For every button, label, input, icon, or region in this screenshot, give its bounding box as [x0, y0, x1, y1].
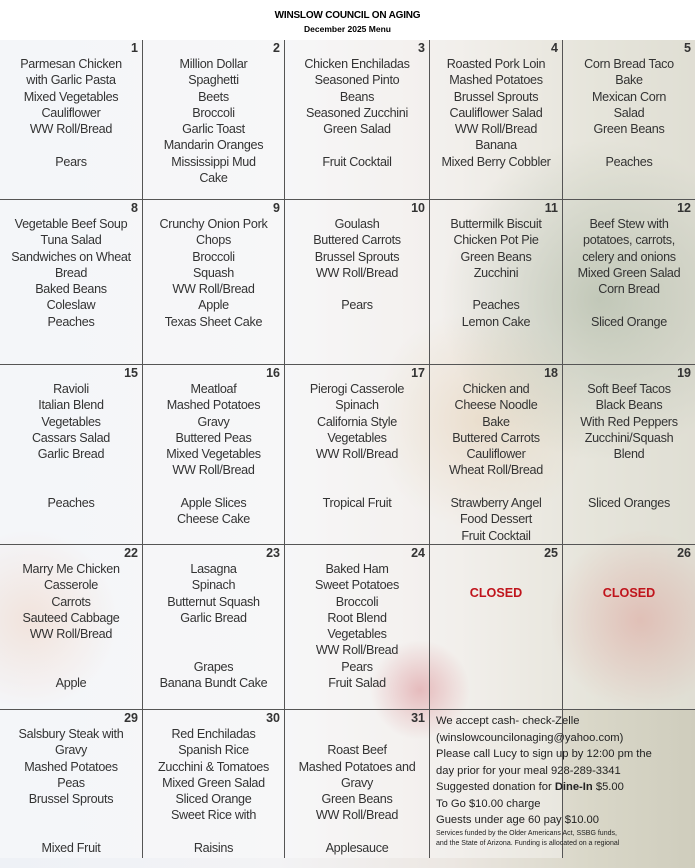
- day-number: 31: [411, 711, 425, 725]
- menu-item: Bake: [615, 73, 643, 88]
- day-cell-19: [563, 365, 695, 545]
- menu-item: Vegetable Beef Soup: [14, 217, 128, 231]
- menu-item: Seasoned Zucchini: [305, 105, 408, 120]
- day-number: 29: [124, 711, 138, 725]
- menu-item: Chicken and: [462, 382, 530, 396]
- funding-text-1: Services funded by the Older Americans Act, SSBG funds,: [436, 829, 617, 837]
- menu-item: [285, 479, 429, 495]
- menu-item: Mixed Green Salad: [162, 775, 265, 790]
- menu-item: Brussel Sprouts: [314, 249, 400, 264]
- menu-item: [285, 726, 429, 742]
- menu-item: Marry Me Chicken: [22, 562, 120, 576]
- menu-item: with Garlic Pasta: [26, 73, 116, 88]
- menu-item: Pears: [55, 154, 87, 169]
- day-number: 19: [677, 366, 691, 380]
- menu-item: WW Roll/Bread: [29, 122, 113, 137]
- menu-item: Spinach: [191, 578, 236, 593]
- menu-item: Corn Bread Taco: [584, 57, 674, 71]
- menu-item: Banana: [475, 138, 517, 153]
- menu-item: Buttermilk Biscuit: [450, 217, 542, 231]
- menu-item: Vegetables: [327, 430, 387, 445]
- day-number: 24: [411, 546, 425, 560]
- menu-item: Buttered Carrots: [452, 430, 540, 445]
- menu-item: Sliced Orange: [175, 792, 252, 807]
- menu-item: Tuna Salad: [40, 233, 102, 248]
- menu-item: Fruit Cocktail: [461, 528, 531, 543]
- menu-item: Sliced Orange: [591, 314, 667, 329]
- menu-item: Butternut Squash: [167, 594, 260, 609]
- menu-item: With Red Peppers: [580, 414, 678, 429]
- menu-item: [563, 137, 695, 153]
- day-cell-29: [0, 710, 143, 858]
- menu-item: Texas Sheet Cake: [164, 314, 263, 329]
- menu-item: Mashed Potatoes: [24, 759, 118, 774]
- menu-item: Peas: [57, 775, 85, 790]
- menu-item: Gravy: [340, 775, 374, 790]
- day-cell-10: [285, 200, 430, 365]
- menu-item: Peaches: [47, 496, 95, 511]
- funding-text-2: and the State of Arizona. Funding is allocated on a regional: [436, 839, 620, 847]
- menu-item: Mashed Potatoes: [449, 73, 543, 88]
- menu-item: Roasted Pork Loin: [446, 57, 546, 71]
- menu-item: Spaghetti: [188, 73, 239, 88]
- menu-item: Mixed Green Salad: [577, 265, 681, 280]
- day-number: 4: [551, 41, 558, 55]
- menu-item: Cake: [199, 171, 228, 186]
- menu-item: Cheese Noodle: [454, 398, 538, 413]
- menu-item: Strawberry Angel: [450, 496, 542, 511]
- menu-item: [0, 659, 142, 675]
- menu-item: Lemon Cake: [461, 314, 531, 329]
- menu-item: Chicken Pot Pie: [453, 233, 539, 248]
- menu-item: Fruit Cocktail: [322, 154, 392, 169]
- menu-item: Parmesan Chicken: [20, 57, 122, 71]
- menu-item: [143, 824, 284, 840]
- menu-item: Mixed Fruit: [41, 841, 101, 856]
- menu-item: Mississippi Mud: [171, 154, 256, 169]
- menu-item: Bake: [482, 414, 510, 429]
- menu-item: Cauliflower: [466, 447, 526, 462]
- menu-item: [0, 824, 142, 840]
- day-cell-8: [0, 200, 143, 365]
- menu-item: [0, 462, 142, 478]
- menu-item: Peaches: [472, 298, 520, 313]
- menu-item: Cauliflower Salad: [449, 105, 543, 120]
- menu-item: Green Beans: [460, 249, 532, 264]
- menu-item: Pierogi Casserole: [309, 382, 405, 396]
- menu-item: Apple: [55, 676, 87, 691]
- to-go-text: To Go $10.00 charge: [436, 797, 541, 810]
- menu-item: Vegetables: [327, 627, 387, 642]
- menu-item: Garlic Toast: [182, 122, 245, 137]
- menu-item: Green Salad: [323, 122, 391, 137]
- menu-item: [0, 807, 142, 823]
- day-cell-16: [143, 365, 285, 545]
- closed-label: CLOSED: [469, 586, 523, 600]
- menu-item: WW Roll/Bread: [315, 808, 399, 823]
- menu-item: potatoes, carrots,: [583, 233, 675, 248]
- day-number: 16: [266, 366, 280, 380]
- menu-item: Chicken Enchiladas: [304, 57, 410, 71]
- day-cell-9: [143, 200, 285, 365]
- menu-item: Mashed Potatoes and: [298, 759, 416, 774]
- menu-item: [285, 281, 429, 297]
- menu-item: Casserole: [44, 578, 98, 593]
- menu-item: Black Beans: [595, 398, 663, 413]
- menu-item: [563, 297, 695, 313]
- menu-item: Tropical Fruit: [322, 496, 392, 511]
- menu-item: Mashed Potatoes: [166, 398, 261, 413]
- menu-item: Spanish Rice: [178, 743, 249, 758]
- menu-item: WW Roll/Bread: [315, 643, 399, 658]
- menu-item: Sweet Rice with: [170, 808, 257, 823]
- email-text: (winslowcouncilonaging@yahoo.com): [436, 731, 624, 744]
- menu-item: Brussel Sprouts: [28, 792, 114, 807]
- menu-item: Cassars Salad: [32, 430, 110, 445]
- call-text-2: day prior for your meal 928-289-3341: [436, 764, 621, 777]
- day-number: 17: [411, 366, 425, 380]
- day-number: 25: [544, 546, 558, 560]
- menu-item: Zucchini/Squash: [584, 430, 674, 445]
- menu-item: Buttered Carrots: [313, 233, 401, 248]
- day-number: 12: [677, 201, 691, 215]
- menu-item: Sweet Potatoes: [314, 578, 399, 593]
- day-cell-26: [563, 545, 695, 710]
- menu-item: Cauliflower: [41, 105, 101, 120]
- day-cell-18: [430, 365, 563, 545]
- payment-text: We accept cash- check-Zelle: [436, 715, 580, 727]
- menu-item: [563, 479, 695, 495]
- menu-item: WW Roll/Bread: [454, 122, 538, 137]
- menu-item: WW Roll/Bread: [29, 627, 113, 642]
- day-number: 30: [266, 711, 280, 725]
- day-number: 1: [131, 41, 138, 55]
- donation-text: [436, 779, 624, 796]
- menu-item: [285, 137, 429, 153]
- menu-item: Peaches: [605, 154, 653, 169]
- menu-item: [143, 642, 284, 658]
- menu-item: Salsbury Steak with: [18, 727, 124, 741]
- menu-item: Roast Beef: [327, 743, 387, 758]
- menu-item: Red Enchiladas: [171, 727, 256, 741]
- menu-item: Lasagna: [190, 562, 237, 576]
- menu-item: Zucchini: [473, 265, 519, 280]
- day-number: 10: [411, 201, 425, 215]
- menu-item: Mixed Vegetables: [23, 89, 119, 104]
- menu-item: Soft Beef Tacos: [587, 382, 671, 396]
- menu-calendar-grid: [0, 40, 695, 858]
- menu-item: [0, 479, 142, 495]
- menu-item: Apple Slices: [180, 496, 247, 511]
- menu-item: Wheat Roll/Bread: [449, 463, 543, 478]
- menu-item: Vegetables: [41, 414, 101, 429]
- menu-item: Crunchy Onion Pork: [159, 217, 268, 231]
- menu-item: Garlic Bread: [37, 447, 105, 462]
- menu-item: [0, 137, 142, 153]
- donation-prefix: Suggested donation for: [436, 781, 555, 793]
- menu-item: Cheese Cake: [176, 512, 250, 527]
- menu-item: Brussel Sprouts: [453, 89, 539, 104]
- menu-item: Mandarin Oranges: [163, 138, 264, 153]
- menu-item: Pears: [341, 659, 373, 674]
- day-number: 22: [124, 546, 138, 560]
- page-bottom-margin: [0, 858, 695, 868]
- menu-item: Carrots: [51, 594, 91, 609]
- menu-item: Blend: [613, 447, 645, 462]
- menu-item: Squash: [193, 265, 234, 280]
- menu-item: Broccoli: [335, 594, 379, 609]
- donation-amount: $5.00: [592, 781, 624, 793]
- menu-item: Green Beans: [593, 122, 665, 137]
- day-cell-30: [143, 710, 285, 858]
- menu-item: Meatloaf: [190, 382, 237, 396]
- menu-item: WW Roll/Bread: [172, 463, 255, 478]
- menu-item: Food Dessert: [460, 512, 532, 527]
- menu-item: Banana Bundt Cake: [159, 676, 268, 691]
- menu-item: Salad: [613, 105, 645, 120]
- menu-item: Gravy: [197, 414, 230, 429]
- menu-item: [430, 281, 562, 297]
- menu-item: [430, 479, 562, 495]
- menu-item: celery and onions: [582, 249, 676, 264]
- menu-item: [0, 642, 142, 658]
- day-cell-3: [285, 40, 430, 200]
- day-number: 11: [544, 201, 558, 215]
- day-cell-25: [430, 545, 563, 710]
- menu-item: Spinach: [335, 398, 379, 413]
- menu-item: Applesauce: [325, 841, 389, 856]
- day-cell-15: [0, 365, 143, 545]
- menu-item: Chops: [196, 233, 231, 248]
- menu-item: WW Roll/Bread: [315, 447, 399, 462]
- menu-item: Garlic Bread: [180, 610, 247, 625]
- day-number: 8: [131, 201, 138, 215]
- menu-item: [285, 824, 429, 840]
- menu-item: Root Blend: [327, 610, 387, 625]
- menu-item: Broccoli: [192, 105, 235, 120]
- guests-text: Guests under age 60 pay $10.00: [436, 814, 599, 826]
- day-cell-24: [285, 545, 430, 710]
- day-cell-31: [285, 710, 430, 858]
- menu-item: Green Beans: [321, 792, 393, 807]
- day-number: 9: [273, 201, 280, 215]
- menu-item: Sauteed Cabbage: [22, 610, 120, 625]
- menu-item: Raisins: [193, 841, 234, 856]
- menu-item: Buttered Peas: [175, 430, 252, 445]
- day-number: 2: [273, 41, 280, 55]
- day-cell-12: [563, 200, 695, 365]
- day-cell-22: [0, 545, 143, 710]
- menu-item: [285, 462, 429, 478]
- menu-item: Goulash: [334, 217, 380, 231]
- menu-item: Mexican Corn: [591, 89, 667, 104]
- menu-item: Beans: [339, 89, 375, 104]
- menu-item: Baked Beans: [35, 282, 107, 297]
- menu-item: Italian Blend: [38, 398, 104, 413]
- menu-item: Apple: [198, 298, 229, 313]
- day-number: 3: [418, 41, 425, 55]
- menu-item: WW Roll/Bread: [172, 282, 255, 297]
- day-cell-4: [430, 40, 563, 200]
- menu-item: Beef Stew with: [589, 217, 669, 231]
- day-number: 26: [677, 546, 691, 560]
- call-text-1: Please call Lucy to sign up by 12:00 pm the: [436, 748, 652, 760]
- day-cell-11: [430, 200, 563, 365]
- day-cell-2: [143, 40, 285, 200]
- menu-item: Baked Ham: [325, 562, 389, 576]
- menu-item: Fruit Salad: [328, 676, 386, 691]
- day-number: 15: [124, 366, 138, 380]
- menu-item: Million Dollar: [179, 57, 248, 71]
- menu-item: Mixed Vegetables: [166, 447, 261, 462]
- menu-item: Mixed Berry Cobbler: [441, 154, 551, 169]
- menu-month-title: December 2025 Menu: [304, 24, 391, 34]
- menu-item: [143, 479, 284, 495]
- menu-item: Sandwiches on Wheat: [11, 249, 131, 264]
- donation-dine-in: Dine-In: [554, 781, 593, 793]
- menu-item: Coleslaw: [46, 298, 96, 313]
- day-number: 5: [684, 41, 691, 55]
- menu-item: Zucchini & Tomatoes: [158, 759, 269, 774]
- menu-item: Beets: [198, 89, 229, 104]
- day-number: 18: [544, 366, 558, 380]
- menu-item: Grapes: [193, 659, 234, 674]
- menu-item: Ravioli: [53, 382, 89, 396]
- menu-header: [0, 0, 695, 40]
- day-number: 23: [266, 546, 280, 560]
- menu-item: Sliced Oranges: [588, 496, 670, 511]
- organization-title: WINSLOW COUNCIL ON AGING: [274, 10, 421, 21]
- day-cell-17: [285, 365, 430, 545]
- closed-label: CLOSED: [602, 586, 656, 600]
- menu-item: Broccoli: [192, 249, 235, 264]
- day-cell-1: [0, 40, 143, 200]
- menu-item: Bread: [54, 265, 88, 280]
- menu-item: Seasoned Pinto: [314, 73, 400, 88]
- menu-item: [143, 626, 284, 642]
- menu-item: Corn Bread: [598, 282, 660, 297]
- menu-item: California Style: [317, 414, 397, 429]
- menu-item: [563, 462, 695, 478]
- day-cell-23: [143, 545, 285, 710]
- info-cell: [430, 710, 652, 858]
- menu-item: WW Roll/Bread: [315, 265, 399, 280]
- menu-item: Pears: [341, 298, 373, 313]
- menu-item: Peaches: [47, 314, 95, 329]
- menu-item: Gravy: [54, 743, 88, 758]
- day-cell-5: [563, 40, 695, 200]
